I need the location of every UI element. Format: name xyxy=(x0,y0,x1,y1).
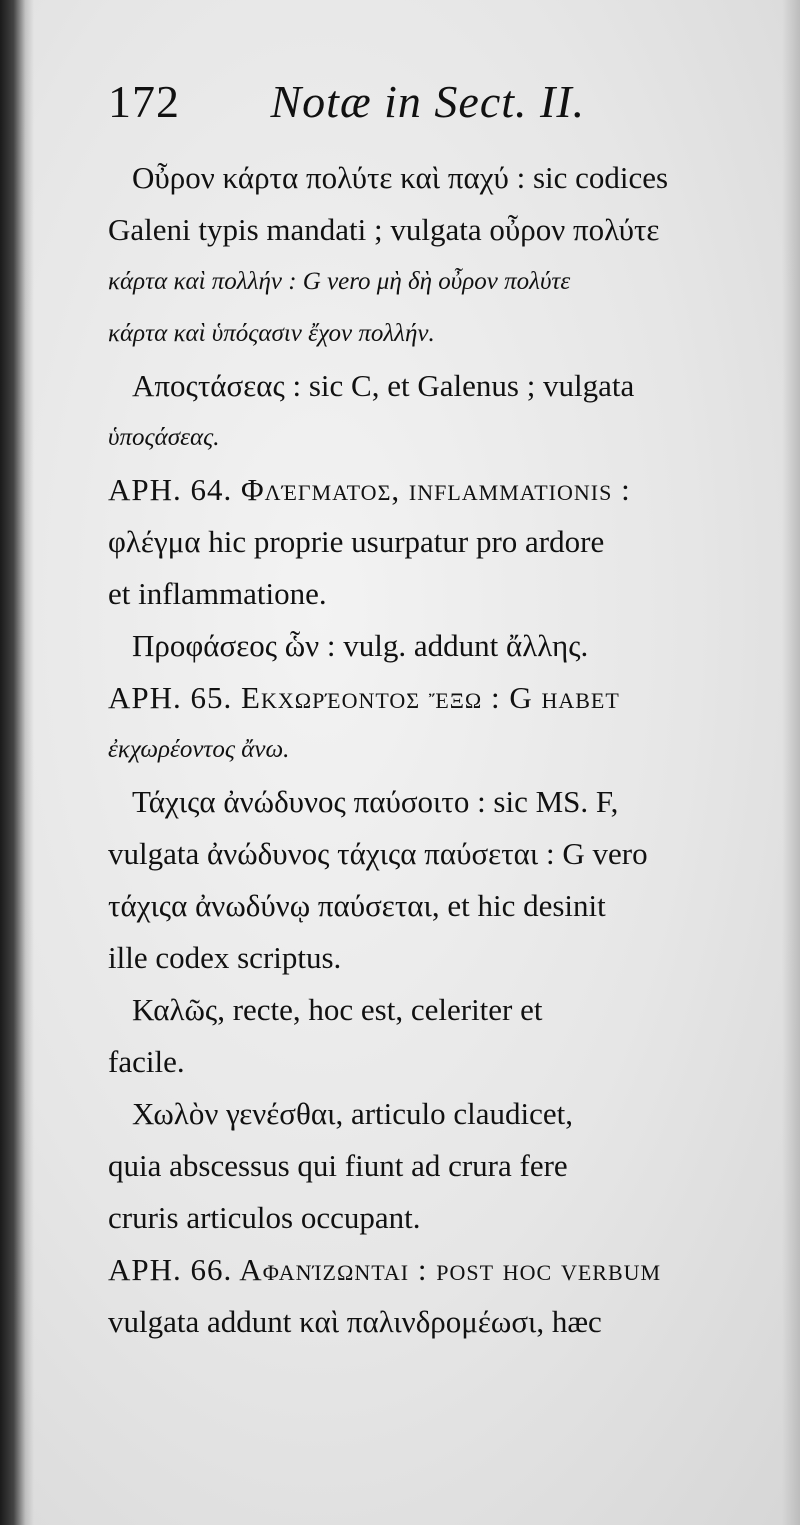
page-number: 172 xyxy=(108,76,180,127)
running-title: Notæ in Sect. II. xyxy=(270,76,586,127)
line-text: ὑποςάσεας. xyxy=(108,424,220,451)
text-line xyxy=(108,984,768,1036)
line-text: et inflammatione. xyxy=(108,576,327,611)
page-content xyxy=(108,62,768,1348)
text-line xyxy=(108,932,768,984)
text-line xyxy=(108,1192,768,1244)
line-text: ἐκχωρέοντος ἄνω. xyxy=(108,736,290,763)
text-line xyxy=(108,776,768,828)
text-line xyxy=(108,204,768,256)
text-line xyxy=(108,828,768,880)
line-text: cruris articulos occupant. xyxy=(108,1200,421,1235)
line-text: Καλῶς, recte, hoc est, celeriter et xyxy=(132,992,543,1027)
aphorism-heading-line xyxy=(108,464,768,516)
text-line xyxy=(108,516,768,568)
running-head xyxy=(108,62,768,152)
page-gutter-shadow xyxy=(0,0,34,1525)
line-text: κάρτα καὶ ὑπόςασιν ἔχον πολλήν. xyxy=(108,320,435,347)
page-edge xyxy=(782,0,800,1525)
text-line xyxy=(108,568,768,620)
line-text: ΑΡΗ. 64. Φλέγματος, inflammationis : xyxy=(108,472,631,507)
text-line xyxy=(108,152,768,204)
line-text: κάρτα καὶ πολλήν : G vero μὴ δὴ οὖρον πολύτε xyxy=(108,268,571,295)
text-line xyxy=(108,1088,768,1140)
text-line xyxy=(108,1140,768,1192)
text-line xyxy=(108,724,768,776)
line-text: vulgata ἀνώδυνος τάχιςα παύσεται : G vero xyxy=(108,836,648,871)
text-line xyxy=(108,1036,768,1088)
line-text: vulgata addunt καὶ παλινδρομέωσι, hæc xyxy=(108,1304,602,1339)
aphorism-heading-line xyxy=(108,672,768,724)
line-text: Galeni typis mandati ; vulgata οὖρον πολύτε xyxy=(108,212,660,247)
line-text: Χωλὸν γενέσθαι, articulo claudicet, xyxy=(132,1096,574,1131)
line-text: ΑΡΗ. 65. Εκχωρέοντος ἔξω : G habet xyxy=(108,680,620,715)
line-text: Προφάσεος ὧν : vulg. addunt ἄλλης. xyxy=(132,628,589,663)
text-line xyxy=(108,620,768,672)
text-line xyxy=(108,256,768,308)
text-line xyxy=(108,880,768,932)
line-text: facile. xyxy=(108,1044,185,1079)
text-line xyxy=(108,360,768,412)
line-text: Οὖρον κάρτα πολύτε καὶ παχύ : sic codices xyxy=(132,160,669,195)
aphorism-heading-line xyxy=(108,1244,768,1296)
text-line xyxy=(108,1296,768,1348)
line-text: φλέγμα hic proprie usurpatur pro ardore xyxy=(108,524,605,559)
line-text: τάχιςα ἀνωδύνῳ παύσεται, et hic desinit xyxy=(108,888,606,923)
text-line xyxy=(108,308,768,360)
text-line xyxy=(108,412,768,464)
line-text: ille codex scriptus. xyxy=(108,940,342,975)
line-text: Τάχιςα ἀνώδυνος παύσοιτο : sic MS. F, xyxy=(132,784,619,819)
line-text: ΑΡΗ. 66. Αφανίζωνται : post hoc verbum xyxy=(108,1252,662,1287)
line-text: quia abscessus qui fiunt ad crura fere xyxy=(108,1148,568,1183)
line-text: Αποςτάσεας : sic C, et Galenus ; vulgata xyxy=(132,368,635,403)
